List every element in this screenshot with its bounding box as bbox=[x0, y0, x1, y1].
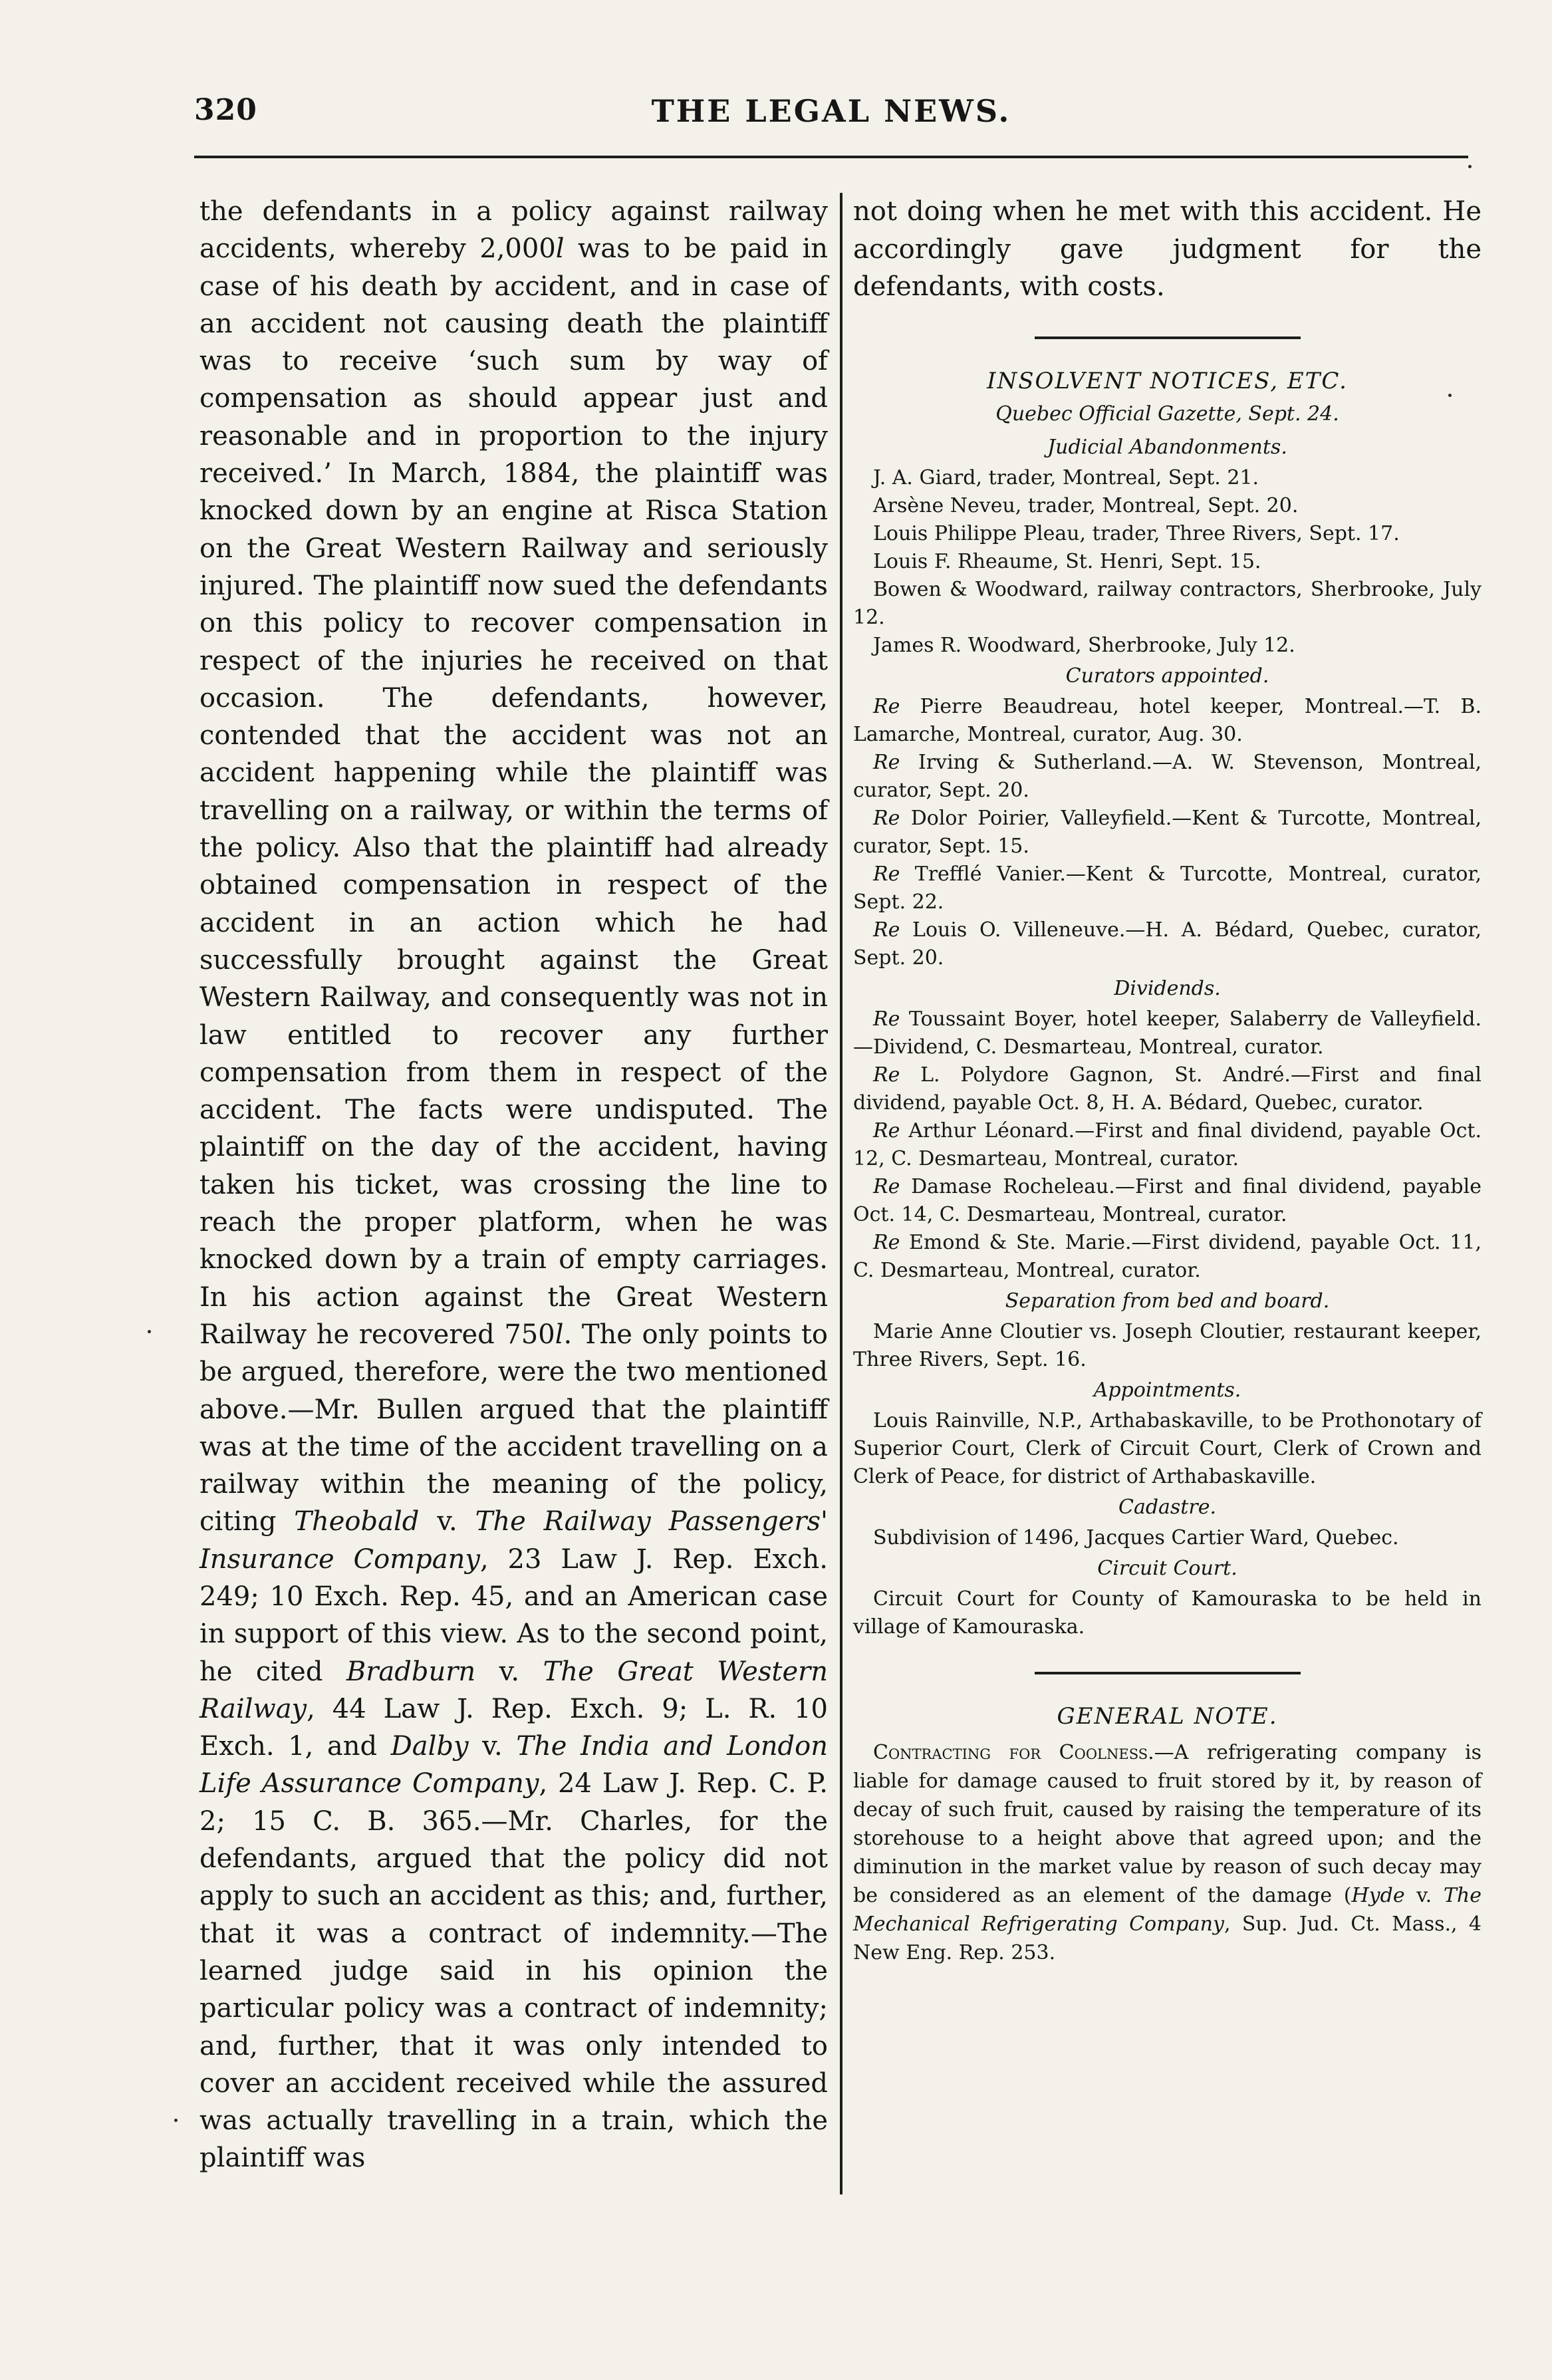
insolvent-notices-title: INSOLVENT NOTICES, ETC. bbox=[987, 367, 1348, 394]
case-name: Dalby bbox=[390, 1731, 469, 1762]
entry-text: Arthur Léonard.—First and final dividend, payable Oct. 12, C. Desmarteau, Montreal, curator. bbox=[853, 1119, 1482, 1170]
text-run: , 23 Law J. Rep. Exch. 249; 10 Exch. Rep. 45, and an American case in support of this view. As to the second point, he cited bbox=[199, 1543, 828, 1687]
left-column bbox=[199, 193, 828, 2177]
case-name: The India and London Life Assurance Company bbox=[199, 1731, 828, 1799]
entry-text: Toussaint Boyer, hotel keeper, Salaberry de Valleyfield.—Dividend, C. Desmarteau, Montreal, curator. bbox=[853, 1007, 1482, 1059]
pound-symbol: l bbox=[555, 1319, 564, 1350]
case-report-paragraph bbox=[199, 193, 828, 2177]
dividend-entry bbox=[853, 1117, 1482, 1173]
page-speck bbox=[148, 1330, 151, 1333]
case-name: Hyde bbox=[1351, 1883, 1405, 1907]
page-speck bbox=[1448, 394, 1452, 397]
dividend-entry bbox=[853, 1005, 1482, 1061]
appointment-entry: Louis Rainville, N.P., Arthabaskaville, to be Prothonotary of Superior Court, Clerk of Circuit Court, Clerk of Crown and Clerk of Peace, for district of Arthabaskaville. bbox=[853, 1408, 1482, 1488]
text-run: was to be paid in case of his death by accident, and in case of an accident not causing death the plaintiff was to receive ‘such sum by way of compensation as should appear just and reasonable and in proportion to the injury received.’ In March, 1884, the plaintiff was knocked down by an engine at Risca Station on the Great Western Railway and seriously injured. The plaintiff now sued the defendants on this policy to recover compensation in respect of the injuries he received on that occasion. The defendants, however, contended that the accident was not an accident happening while the plaintiff was travelling on a railway, or within the terms of the policy. Also that the plaintiff had already obtained compensation in respect of the accident in an action which he had successfully brought against the Great Western Railway, and consequently was not in law entitled to recover any further compensation from them in respect of the accident. The facts were undisputed. The plaintiff on the day of the accident, having taken his ticket, was crossing the line to reach the proper platform, when he was knocked down by a train of empty carriages. In his action against the Great Western Railway he recovered 750 bbox=[199, 233, 828, 1350]
curator-entry bbox=[853, 860, 1482, 916]
circuit-court-entry: Circuit Court for County of Kamouraska to be held in village of Kamouraska. bbox=[853, 1587, 1482, 1639]
re-label: Re bbox=[873, 862, 900, 886]
curator-entry bbox=[853, 805, 1482, 860]
page-speck bbox=[174, 2119, 178, 2122]
entry-text: Dolor Poirier, Valleyfield.—Kent & Turcotte, Montreal, curator, Sept. 15. bbox=[853, 806, 1482, 858]
separation-entry: Marie Anne Cloutier vs. Joseph Cloutier, restaurant keeper, Three Rivers, Sept. 16. bbox=[853, 1319, 1482, 1371]
cadastre-heading: Cadastre. bbox=[1118, 1495, 1216, 1519]
re-label: Re bbox=[873, 1007, 900, 1031]
case-name: The Great Western Railway bbox=[199, 1656, 829, 1724]
text-run: v. bbox=[475, 1656, 543, 1687]
note-citation: , Sup. Jud. Ct. Mass., 4 New Eng. Rep. 253. bbox=[853, 1912, 1482, 1964]
general-note-title: GENERAL NOTE. bbox=[1057, 1702, 1278, 1730]
column-divider bbox=[840, 193, 842, 2194]
note-lead: Contracting for Coolness. bbox=[873, 1740, 1154, 1764]
re-label: Re bbox=[873, 918, 900, 942]
dividends-heading: Dividends. bbox=[1114, 976, 1221, 1000]
circuit-court-heading: Circuit Court. bbox=[1097, 1556, 1237, 1580]
judicial-abandonment-entry: Louis Philippe Pleau, trader, Three Rivers, Sept. 17. bbox=[873, 521, 1400, 545]
judicial-abandonment-entry: Louis F. Rheaume, St. Henri, Sept. 15. bbox=[873, 549, 1261, 573]
section-rule bbox=[1035, 336, 1301, 339]
entry-text: Emond & Ste. Marie.—First dividend, payable Oct. 11, C. Desmarteau, Montreal, curator. bbox=[853, 1230, 1482, 1282]
note-text: —A refrigerating company is liable for damage caused to fruit stored by it, by reason of decay of such fruit, caused by raising the temperature of its storehouse to a height above that agreed upon; and the diminution in the market value by reason of such decay may be considered as an element of the damage ( bbox=[853, 1740, 1482, 1907]
re-label: Re bbox=[873, 750, 900, 774]
text-run: v. bbox=[419, 1506, 475, 1537]
re-label: Re bbox=[873, 1174, 900, 1198]
page-speck bbox=[1468, 165, 1472, 168]
text-run: . The only points to be argued, therefore, were the two mentioned above.—Mr. Bullen argued that the plaintiff was at the time of the accident travelling on a railway within the meaning of the policy, citing bbox=[199, 1319, 828, 1537]
entry-text: Damase Rocheleau.—First and final dividend, payable Oct. 14, C. Desmarteau, Montreal, curator. bbox=[853, 1174, 1482, 1226]
judicial-abandonments-heading: Judicial Abandonments. bbox=[1047, 435, 1287, 459]
entry-text: Pierre Beaudreau, hotel keeper, Montreal.—T. B. Lamarche, Montreal, curator, Aug. 30. bbox=[853, 694, 1482, 746]
text-run: the defendants in a policy against railway accidents, whereby 2,000 bbox=[199, 196, 828, 265]
text-run: v. bbox=[468, 1731, 517, 1762]
entry-text: Louis O. Villeneuve.—H. A. Bédard, Quebec, curator, Sept. 20. bbox=[853, 918, 1482, 970]
separation-heading: Separation from bed and board. bbox=[1005, 1289, 1330, 1313]
pound-symbol: l bbox=[555, 233, 565, 265]
case-name: The Railway Passengers' Insurance Company bbox=[199, 1506, 828, 1575]
dividend-entry bbox=[853, 1173, 1482, 1229]
text-run: , 24 Law J. Rep. C. P. 2; 15 C. B. 365.—Mr. Charles, for the defendants, argued that the policy did not apply to such an accident as this; and, further, that it was a contract of indemnity.—The learned judge said in his opinion the particular policy was a contract of indemnity; and, further, that it was only intended to cover an accident received while the assured was actually travelling in a train, which the plaintiff was bbox=[199, 1768, 828, 2174]
re-label: Re bbox=[873, 806, 900, 830]
dividend-entry bbox=[853, 1229, 1482, 1285]
case-name: Theobald bbox=[294, 1506, 420, 1537]
section-rule bbox=[1035, 1672, 1301, 1674]
entry-text: Irving & Sutherland.—A. W. Stevenson, Montreal, curator, Sept. 20. bbox=[853, 750, 1482, 802]
re-label: Re bbox=[873, 694, 900, 718]
dividend-entry bbox=[853, 1061, 1482, 1117]
running-title: THE LEGAL NEWS. bbox=[651, 93, 1011, 129]
page-header bbox=[194, 93, 1468, 140]
note-text: v. bbox=[1404, 1883, 1444, 1907]
judicial-abandonment-entry: J. A. Giard, trader, Montreal, Sept. 21. bbox=[873, 465, 1259, 489]
gazette-line: Quebec Official Gazette, Sept. 24. bbox=[995, 402, 1339, 426]
case-name: The Mechanical Refrigerating Company bbox=[853, 1883, 1482, 1936]
text-run: , 44 Law J. Rep. Exch. 9; L. R. 10 Exch. 1, and bbox=[199, 1693, 828, 1762]
re-label: Re bbox=[873, 1230, 900, 1254]
re-label: Re bbox=[873, 1119, 900, 1142]
curators-appointed-heading: Curators appointed. bbox=[1065, 664, 1269, 688]
header-rule bbox=[194, 156, 1468, 158]
appointments-heading: Appointments. bbox=[1093, 1378, 1241, 1402]
case-name: Bradburn bbox=[346, 1656, 476, 1687]
cadastre-entry: Subdivision of 1496, Jacques Cartier Ward, Quebec. bbox=[873, 1525, 1399, 1549]
entry-text: Trefflé Vanier.—Kent & Turcotte, Montreal, curator, Sept. 22. bbox=[853, 862, 1482, 914]
right-column bbox=[853, 193, 1482, 1967]
continuation-paragraph: not doing when he met with this accident. He accordingly gave judgment for the defendants, with costs. bbox=[853, 196, 1482, 302]
re-label: Re bbox=[873, 1063, 900, 1087]
curator-entry bbox=[853, 749, 1482, 805]
judicial-abandonment-entry: Arsène Neveu, trader, Montreal, Sept. 20. bbox=[873, 493, 1299, 517]
curator-entry bbox=[853, 916, 1482, 972]
page-number: 320 bbox=[194, 93, 257, 127]
judicial-abandonment-entry: James R. Woodward, Sherbrooke, July 12. bbox=[873, 633, 1295, 657]
judicial-abandonment-entry: Bowen & Woodward, railway contractors, Sherbrooke, July 12. bbox=[853, 577, 1482, 629]
curator-entry bbox=[853, 693, 1482, 749]
general-note-body bbox=[853, 1738, 1482, 1967]
entry-text: L. Polydore Gagnon, St. André.—First and final dividend, payable Oct. 8, H. A. Bédard, Quebec, curator. bbox=[853, 1063, 1482, 1115]
